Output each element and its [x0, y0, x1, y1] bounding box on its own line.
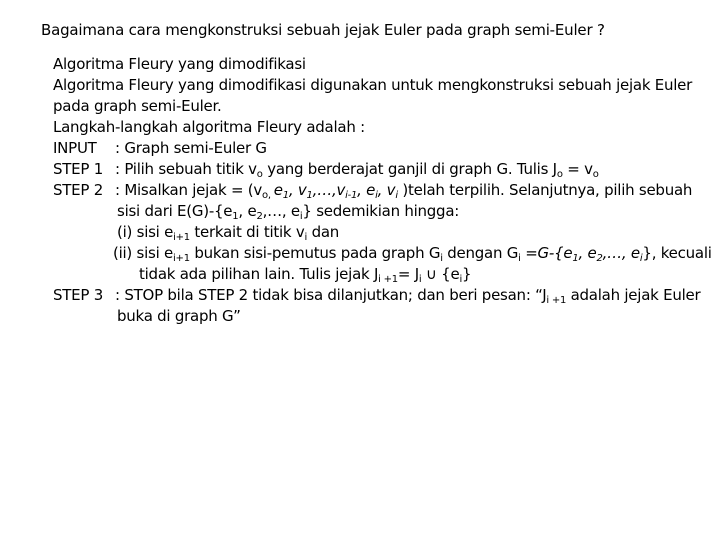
input-row — [53, 138, 703, 159]
step2-condition-i: (i) sisi $e_{i+1}$ terkait di titik $v_i$ dan — [117, 223, 340, 243]
step3-row — [53, 285, 703, 306]
step-label: INPUT — [53, 139, 97, 157]
page-title: Bagaimana cara mengkonstruksi sebuah jejak Euler pada graph semi-Euler ? — [41, 21, 605, 39]
step2-conclusion: tidak ada pilihan lain. Tulis jejak $J_{i +1}= J_i$ ∪ $\{e_i\}$ — [139, 265, 472, 285]
paragraph-line: Langkah-langkah algoritma Fleury adalah : — [53, 118, 365, 136]
paragraph-line: Algoritma Fleury yang dimodifikasi digunakan untuk mengkonstruksi sebuah jejak Euler — [53, 76, 693, 94]
paragraph-line: pada graph semi-Euler. — [53, 97, 222, 115]
step1-row — [53, 159, 703, 180]
step2-condition-ii: (ii) sisi $e_{i+1}$ bukan sisi-pemutus pada graph $G_i$ dengan $G_i =G-\{e_1$, $e_2,\dots$, $e_i$}, kecuali — [113, 244, 712, 264]
step-label: STEP 2 — [53, 181, 104, 199]
step2-row — [53, 180, 703, 201]
step3-line2: buka di graph G” — [117, 307, 241, 325]
step-label: STEP 3 — [53, 286, 104, 304]
section-heading: Algoritma Fleury yang dimodifikasi — [53, 55, 306, 73]
step2-line2: sisi dari $E(G)-\{e_1$, $e_2,\dots$, $e_i$} sedemikian hingga: — [117, 202, 460, 222]
step-text: : Graph semi-Euler G — [115, 139, 267, 157]
step-text: : Misalkan jejak = ($v_{o,}$ $e_1$, $v_1,\dots,v_{i-1}$, $e_i$, $v_i$ )telah terpilih. Selanjutnya, pilih sebuah — [115, 181, 693, 201]
step-text: : Pilih sebuah titik $v_o$ yang berderajat ganjil di graph G. Tulis $J_o = v_o$ — [115, 160, 599, 180]
document-body — [53, 54, 712, 327]
step-text: : STOP bila STEP 2 tidak bisa dilanjutkan; dan beri pesan: “$J_{i +1}$ adalah jejak Euler — [115, 286, 701, 306]
step-label: STEP 1 — [53, 160, 104, 178]
